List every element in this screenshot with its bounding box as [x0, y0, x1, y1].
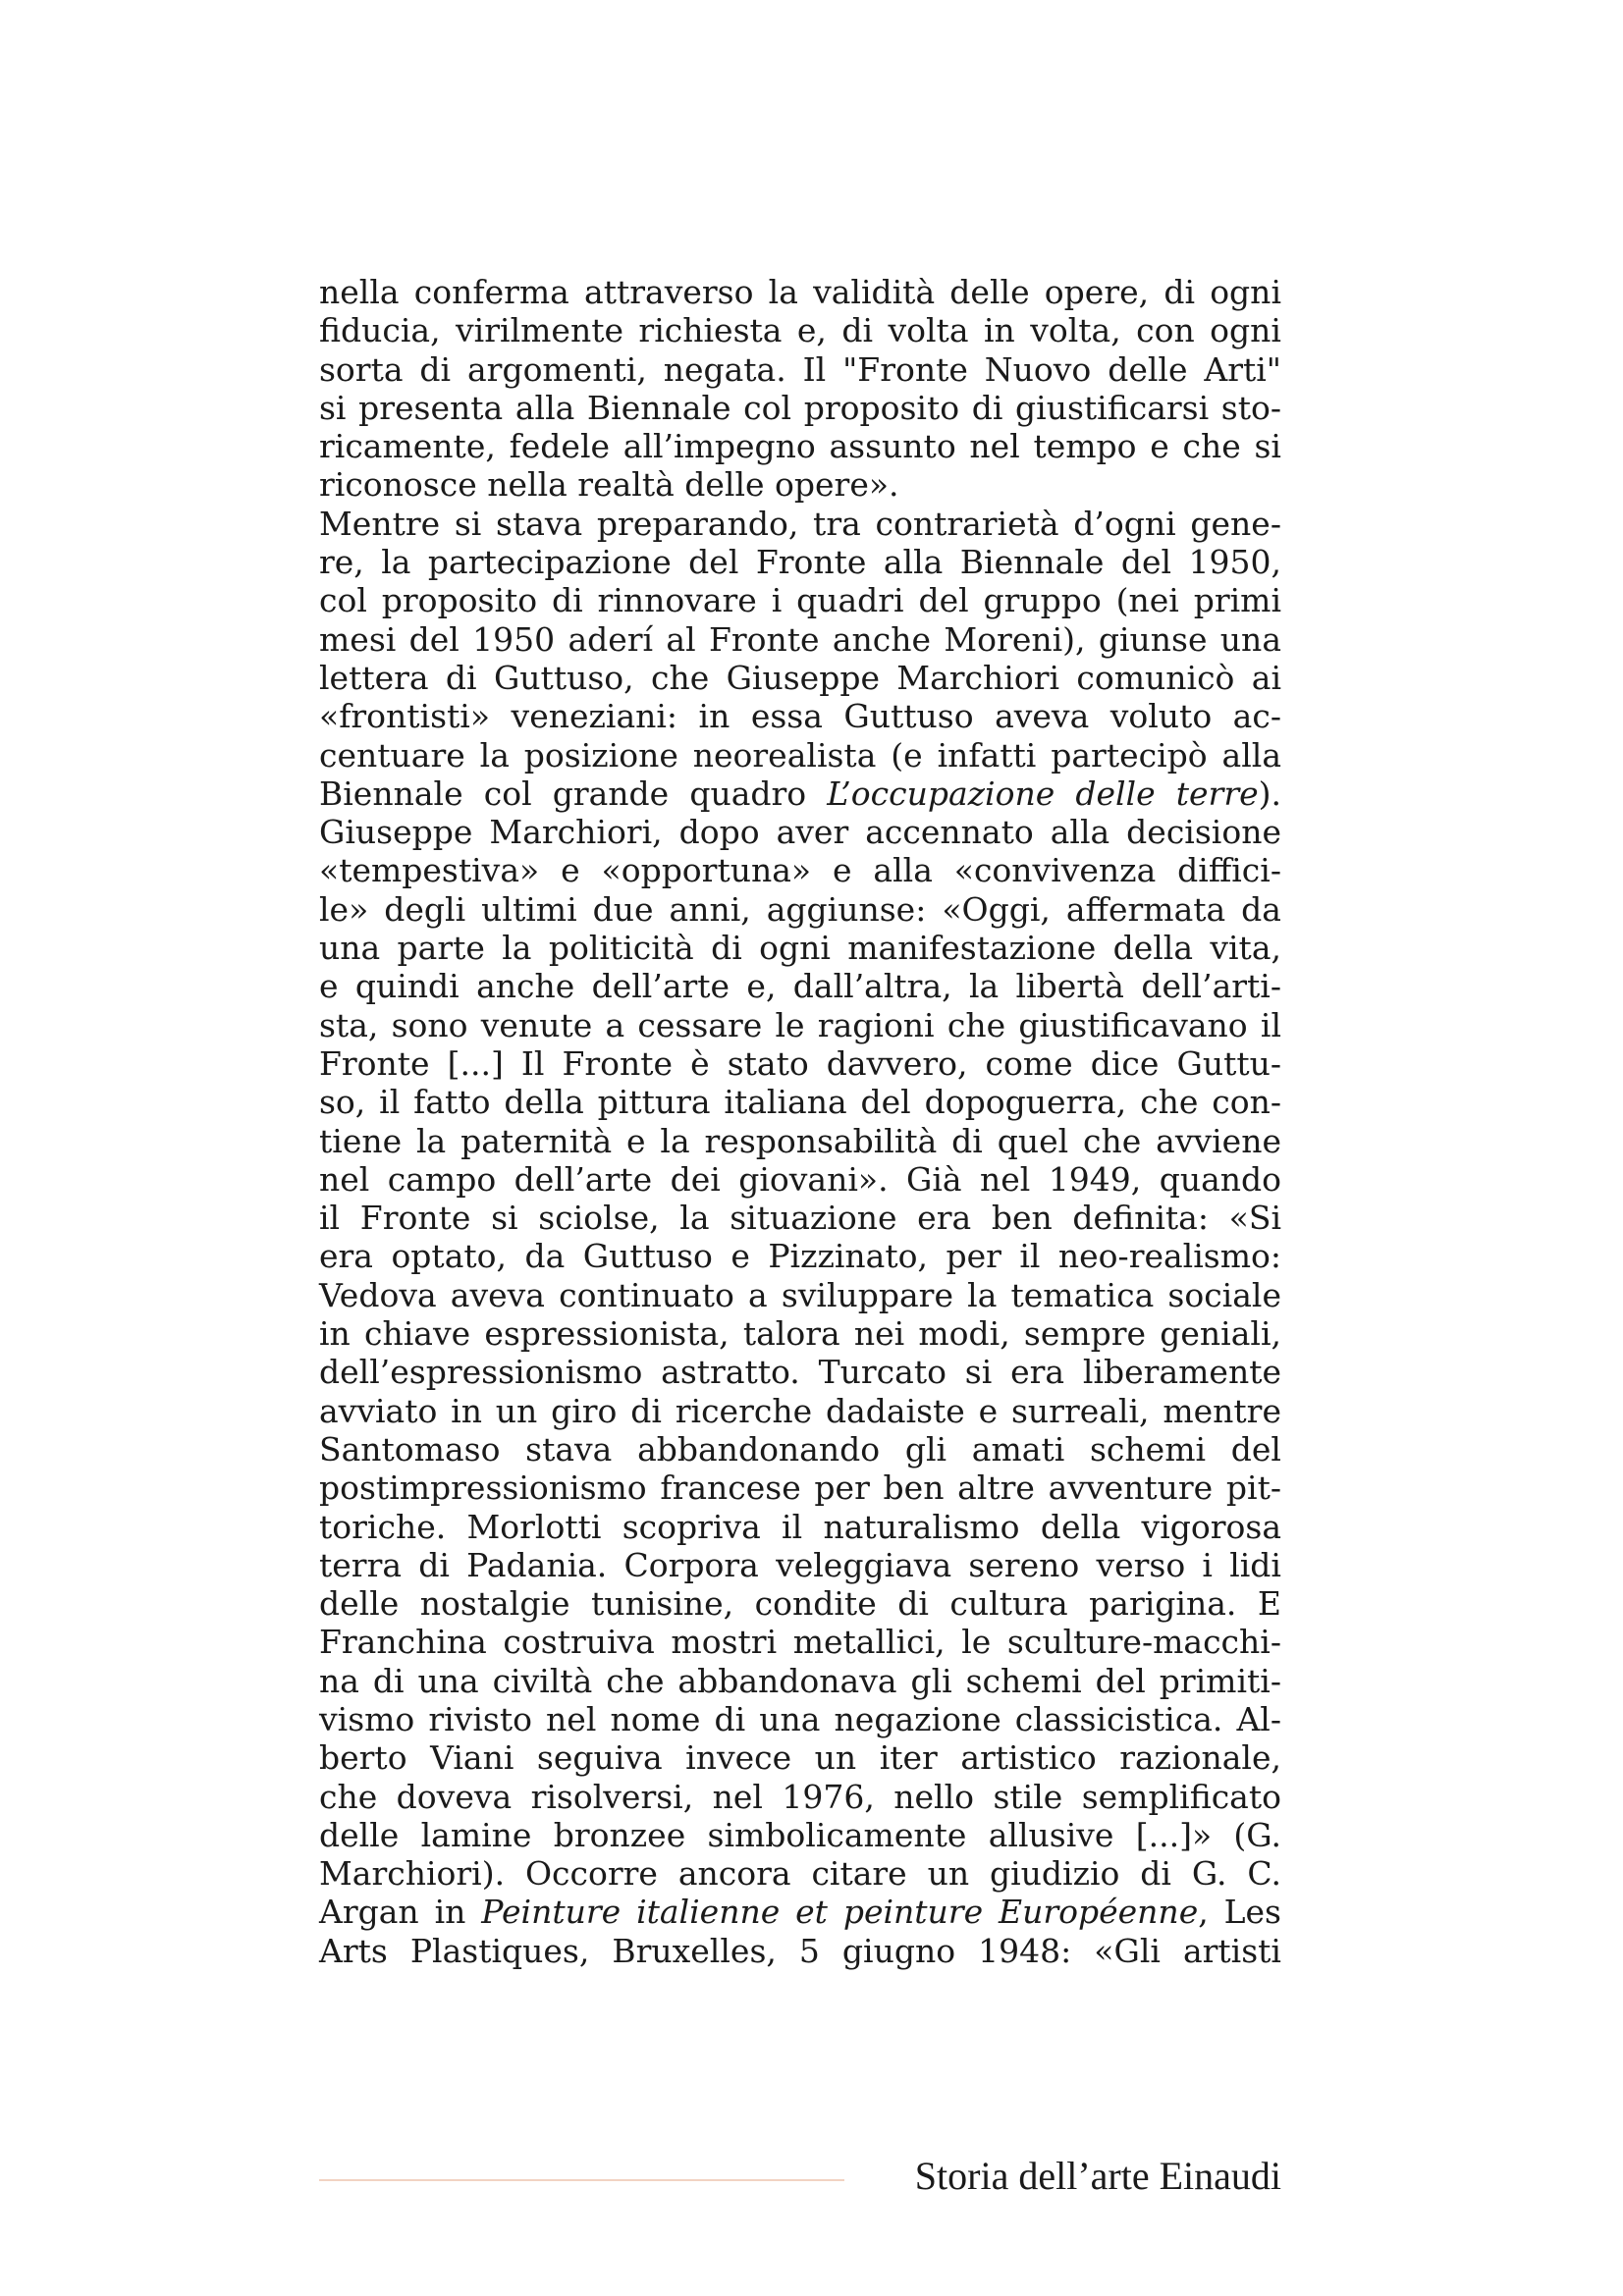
text-line: ricamente, fedele all’impegno assunto nel tempo e che si — [319, 427, 1281, 466]
line-tail: ). — [1258, 774, 1281, 813]
line-tail: , Les — [1198, 1893, 1281, 1932]
text-line: nella conferma attraverso la validità delle opere, di ogni — [319, 273, 1281, 311]
text-line: «tempestiva» e «opportuna» e alla «convivenza diffici- — [319, 851, 1281, 890]
text-line: vismo rivisto nel nome di una negazione classicistica. Al- — [319, 1699, 1281, 1738]
text-line-with-title — [319, 1893, 1281, 1931]
text-line: lettera di Guttuso, che Giuseppe Marchiori comunicò ai — [319, 658, 1281, 697]
text-line: una parte la politicità di ogni manifestazione della vita, — [319, 929, 1281, 968]
text-line: tiene la paternità e la responsabilità di quel che avviene — [319, 1121, 1281, 1160]
text-line: Marchiori). Occorre ancora citare un giudizio di G. C. — [319, 1854, 1281, 1894]
artwork-title: L’occupazione delle terre — [827, 774, 1259, 813]
text-line: dell’espressionismo astratto. Turcato si era liberamente — [319, 1353, 1281, 1392]
text-line-with-title — [319, 774, 1281, 813]
text-line: in chiave espressionista, talora nei modi, sempre geniali, — [319, 1314, 1281, 1354]
footer-publisher-title: Storia dell’arte Einaudi — [914, 2154, 1281, 2198]
text-line: Arts Plastiques, Bruxelles, 5 giugno 1948: «Gli artisti — [319, 1931, 1281, 1970]
text-line: delle lamine bronzee simbolicamente allusive [...]» (G. — [319, 1815, 1281, 1854]
text-line: re, la partecipazione del Fronte alla Biennale del 1950, — [319, 543, 1281, 582]
text-line: delle nostalgie tunisine, condite di cultura parigina. E — [319, 1584, 1281, 1624]
text-line: terra di Padania. Corpora veleggiava sereno verso i lidi — [319, 1545, 1281, 1584]
publication-title: Peinture italienne et peinture Européenne — [481, 1893, 1199, 1932]
text-line: «frontisti» veneziani: in essa Guttuso aveva voluto ac- — [319, 697, 1281, 736]
text-line: fiducia, virilmente richiesta e, di volta in volta, con ogni — [319, 311, 1281, 350]
text-line: berto Viani seguiva invece un iter artistico razionale, — [319, 1738, 1281, 1778]
text-line: centuare la posizione neorealista (e infatti partecipò alla — [319, 735, 1281, 774]
line-lead: Biennale col grande quadro — [319, 774, 828, 813]
text-line: postimpressionismo francese per ben altre avventure pit- — [319, 1468, 1281, 1508]
text-line: Franchina costruiva mostri metallici, le sculture-macchi- — [319, 1623, 1281, 1662]
text-line: avviato in un giro di ricerche dadaiste e surreali, mentre — [319, 1391, 1281, 1430]
text-line: era optato, da Guttuso e Pizzinato, per il neo-realismo: — [319, 1237, 1281, 1276]
text-line: nel campo dell’arte dei giovani». Già nel 1949, quando — [319, 1159, 1281, 1199]
text-line: il Fronte si sciolse, la situazione era ben definita: «Si — [319, 1199, 1281, 1238]
text-line: e quindi anche dell’arte e, dall’altra, la libertà dell’arti- — [319, 967, 1281, 1006]
body-text — [319, 273, 1281, 1970]
text-line: riconosce nella realtà delle opere». — [319, 465, 899, 505]
text-line: col proposito di rinnovare i quadri del gruppo (nei primi — [319, 581, 1281, 620]
text-line: Fronte [...] Il Fronte è stato davvero, come dice Guttu- — [319, 1043, 1281, 1083]
text-line: toriche. Morlotti scopriva il naturalismo della vigorosa — [319, 1507, 1281, 1546]
text-line: so, il fatto della pittura italiana del dopoguerra, che con- — [319, 1083, 1281, 1122]
text-line: che doveva risolversi, nel 1976, nello stile semplificato — [319, 1777, 1281, 1816]
text-line: mesi del 1950 aderí al Fronte anche Moreni), giunse una — [319, 619, 1281, 659]
text-line: Giuseppe Marchiori, dopo aver accennato alla decisione — [319, 813, 1281, 852]
text-line: le» degli ultimi due anni, aggiunse: «Oggi, affermata da — [319, 889, 1281, 929]
text-line: si presenta alla Biennale col proposito di giustificarsi sto- — [319, 388, 1281, 427]
text-line: na di una civiltà che abbandonava gli schemi del primiti- — [319, 1661, 1281, 1700]
text-line: Santomaso stava abbandonando gli amati schemi del — [319, 1429, 1281, 1468]
text-line: sorta di argomenti, negata. Il "Fronte Nuovo delle Arti" — [319, 349, 1281, 389]
footer-rule — [319, 2179, 844, 2181]
text-line: Vedova aveva continuato a sviluppare la tematica sociale — [319, 1275, 1281, 1314]
text-line: sta, sono venute a cessare le ragioni che giustificavano il — [319, 1005, 1281, 1044]
line-lead: Argan in — [319, 1893, 482, 1932]
text-line: Mentre si stava preparando, tra contrarietà d’ogni gene- — [319, 504, 1281, 543]
